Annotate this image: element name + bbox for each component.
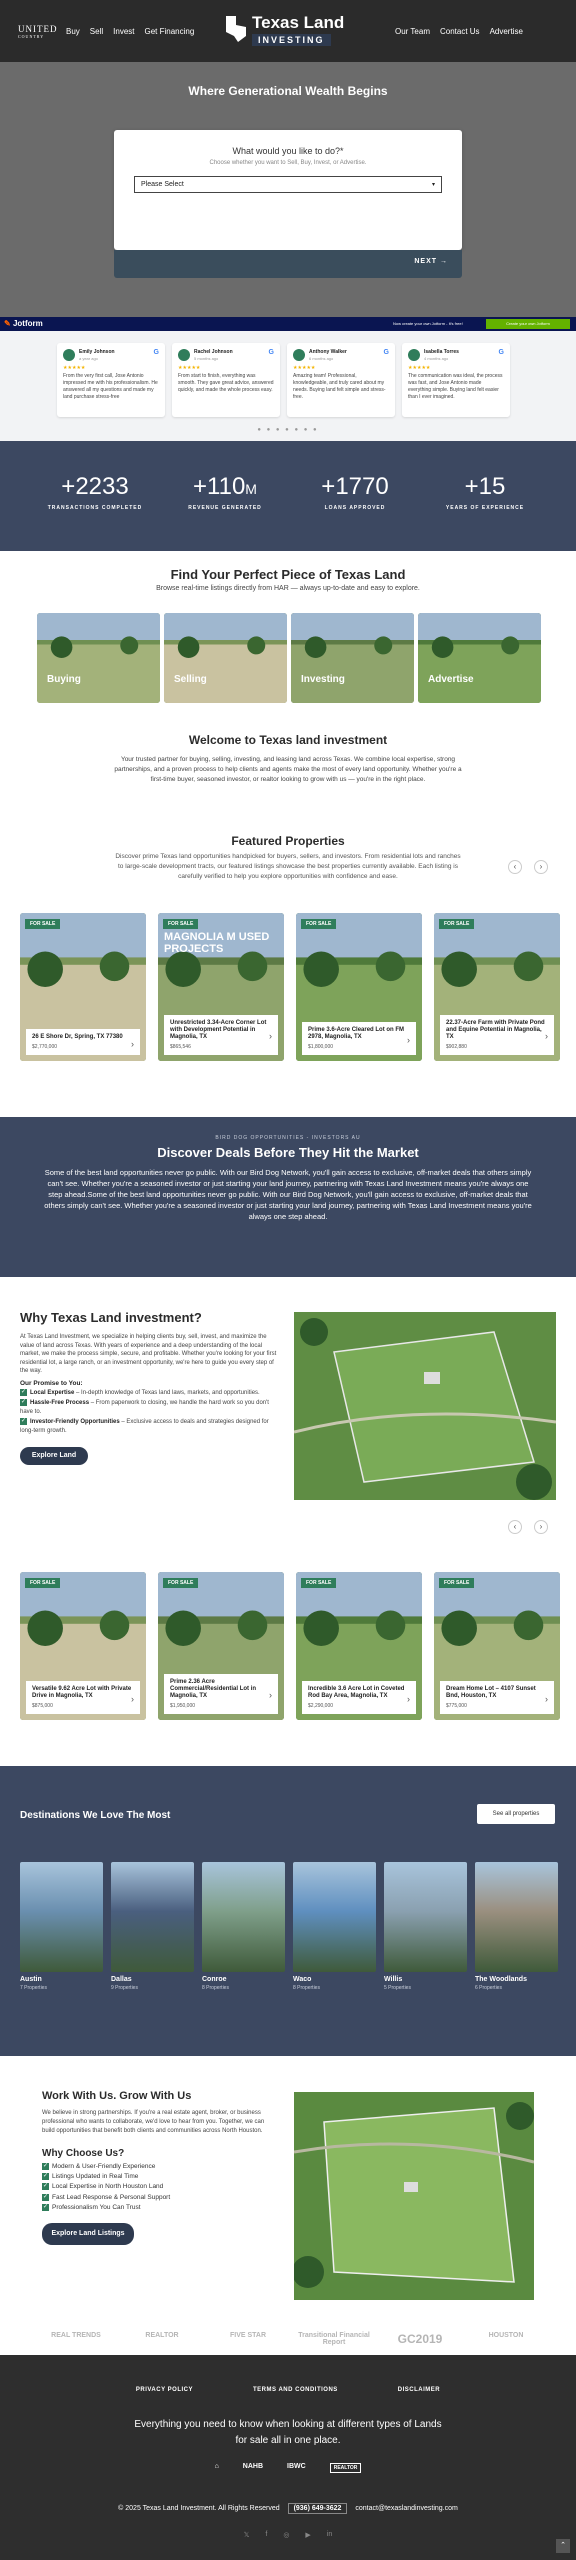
review-text: Amazing team! Professional, knowledgeable, and truly cared about my needs. Buying land felt simple and stress-free. bbox=[293, 373, 386, 400]
chevron-right-icon[interactable]: › bbox=[534, 1520, 548, 1534]
back-to-top-button[interactable]: ⌃ bbox=[556, 2539, 570, 2553]
star-rating-icon: ★★★★★ bbox=[63, 365, 86, 371]
property-price: $875,000 bbox=[32, 1703, 53, 1709]
star-rating-icon: ★★★★★ bbox=[178, 365, 201, 371]
why-title: Why Texas Land investment? bbox=[20, 1310, 202, 1325]
property-info bbox=[164, 1674, 278, 1714]
promise-item bbox=[20, 1418, 280, 1435]
why-choose-item bbox=[42, 2173, 272, 2180]
form-footer bbox=[114, 250, 462, 278]
for-sale-badge: FOR SALE bbox=[25, 1578, 60, 1588]
see-all-properties-button[interactable]: See all properties bbox=[477, 1804, 555, 1824]
why-choose-item bbox=[42, 2163, 272, 2170]
destination-count: 8 Properties bbox=[293, 1985, 320, 1991]
bird-dog-body: Some of the best land opportunities never go public. With our Bird Dog Network, you'll gain access to exclusive, off-market deals that others simply can't see. Whether you're a seasoned investor or just starting your land journey, partnering with Texas Land Investment means you're always one step ahead.Some of the best land opportunities never go public. With our Bird Dog Network, you'll gain access to exclusive, off-market deals that others simply can't see. Whether you're a seasoned investor or just starting your land journey, partnering with Texas Land Investment means you're always one step ahead. bbox=[44, 1168, 532, 1221]
promise-item bbox=[20, 1389, 280, 1398]
logo-subtitle: INVESTING bbox=[252, 34, 331, 46]
nav-sell[interactable]: Sell bbox=[89, 27, 104, 36]
nahb-logo: NAHB bbox=[242, 2463, 264, 2470]
why-choose-text: Modern & User-Friendly Experience bbox=[52, 2163, 156, 2171]
stat-number bbox=[160, 473, 290, 501]
ibwc-logo: IBWC bbox=[287, 2463, 306, 2470]
destination-name: Waco bbox=[293, 1976, 312, 1983]
destination-name: Austin bbox=[20, 1976, 42, 1983]
check-icon: ✓ bbox=[42, 2173, 49, 2180]
aerial-land-image bbox=[294, 2092, 534, 2300]
google-icon: G bbox=[153, 349, 159, 356]
reviewer-name: Isabella Torres bbox=[424, 349, 459, 355]
destination-count: 7 Properties bbox=[20, 1985, 47, 1991]
stat-label: LOANS APPROVED bbox=[324, 505, 386, 511]
bird-dog-title: Discover Deals Before They Hit the Market bbox=[157, 1145, 419, 1160]
form-question: What would you like to do?* bbox=[232, 146, 344, 156]
stat-block bbox=[290, 473, 420, 511]
check-icon: ✓ bbox=[20, 1418, 27, 1425]
property-title: Unrestricted 3.34-Acre Corner Lot with Development Potential in Magnolia, TX bbox=[170, 1020, 267, 1040]
avatar bbox=[293, 349, 305, 361]
city-photo bbox=[111, 1862, 194, 1972]
review-time: 6 months ago bbox=[309, 356, 334, 361]
work-title: Work With Us. Grow With Us bbox=[42, 2090, 192, 2102]
check-icon: ✓ bbox=[42, 2163, 49, 2169]
hero-section bbox=[0, 62, 576, 317]
why-choose-item bbox=[42, 2183, 272, 2190]
city-photo bbox=[293, 1862, 376, 1972]
terms-link[interactable]: TERMS AND CONDITIONS bbox=[253, 2387, 338, 2393]
reviewer-name: Emily Johnson bbox=[79, 349, 115, 355]
stat-label: YEARS OF EXPERIENCE bbox=[445, 505, 525, 511]
property-card[interactable] bbox=[158, 1572, 284, 1720]
review-time: 5 months ago bbox=[194, 356, 219, 361]
stat-value: +1770 bbox=[321, 473, 389, 500]
review-time: a year ago bbox=[79, 356, 98, 361]
promise-text: – From paperwork to closing, we handle the hard work so you don't have to. bbox=[20, 1400, 269, 1415]
texas-map-icon bbox=[222, 14, 248, 44]
privacy-policy-link[interactable]: PRIVACY POLICY bbox=[135, 2387, 193, 2393]
promise-label: Investor-Friendly Opportunities bbox=[30, 1419, 120, 1426]
destination-card[interactable] bbox=[111, 1862, 194, 1991]
check-icon: ✓ bbox=[20, 1388, 27, 1395]
destinations-title: Destinations We Love The Most bbox=[20, 1810, 171, 1821]
promise-label: Local Expertise bbox=[30, 1389, 75, 1396]
for-sale-badge: FOR SALE bbox=[439, 919, 474, 929]
jotform-cta-text: Now create your own Jotform - It's free! bbox=[393, 321, 463, 326]
stats-section bbox=[0, 441, 576, 551]
why-choose-item bbox=[42, 2204, 272, 2211]
stat-block bbox=[30, 473, 160, 511]
property-info bbox=[440, 1681, 554, 1714]
why-choose-title: Why Choose Us? bbox=[42, 2148, 125, 2159]
for-sale-badge: FOR SALE bbox=[439, 1578, 474, 1588]
nav-left bbox=[66, 27, 194, 36]
property-info bbox=[164, 1015, 278, 1055]
property-title: 22.37-Acre Farm with Private Pond and Equine Potential in Magnolia, TX bbox=[446, 1020, 545, 1040]
review-time: 4 months ago bbox=[424, 356, 449, 361]
welcome-title: Welcome to Texas land investment bbox=[188, 733, 388, 747]
land-photo bbox=[418, 613, 541, 703]
promise-label: Hassle-Free Process bbox=[30, 1400, 90, 1407]
jotform-cta-button[interactable]: Create your own Jotform bbox=[486, 319, 570, 329]
property-price: $775,000 bbox=[446, 1703, 467, 1709]
chevron-right-icon[interactable]: › bbox=[407, 1694, 410, 1705]
check-icon: ✓ bbox=[42, 2183, 49, 2190]
united-country-logo[interactable]: UNITED COUNTRY bbox=[18, 24, 58, 39]
city-photo bbox=[475, 1862, 558, 1972]
land-tile-label: Advertise bbox=[428, 674, 474, 685]
why-choose-text: Local Expertise in North Houston Land bbox=[52, 2183, 164, 2191]
site-header bbox=[0, 0, 576, 62]
for-sale-badge: FOR SALE bbox=[163, 919, 198, 929]
phone-link[interactable]: (936) 649-3622 bbox=[288, 2503, 348, 2514]
stat-number bbox=[30, 473, 160, 501]
chevron-right-icon[interactable]: › bbox=[545, 1694, 548, 1705]
why-choose-item bbox=[42, 2194, 272, 2201]
stat-value: +2233 bbox=[61, 473, 129, 500]
why-choose-text: Fast Lead Response & Personal Support bbox=[52, 2193, 171, 2201]
destination-card[interactable] bbox=[384, 1862, 467, 1991]
check-icon: ✓ bbox=[42, 2203, 49, 2210]
jotform-icon: ✎ bbox=[4, 319, 11, 328]
destination-count: 8 Properties bbox=[202, 1985, 229, 1991]
welcome-section bbox=[110, 733, 466, 785]
hero-form-card bbox=[114, 130, 462, 250]
property-title: Incredible 3.6 Acre Lot in Coveted Rod Bay Area, Magnolia, TX bbox=[308, 1686, 405, 1699]
linkedin-icon[interactable]: in bbox=[326, 2531, 333, 2538]
chevron-right-icon[interactable]: › bbox=[407, 1035, 410, 1046]
partner-logo: REALTOR bbox=[145, 2332, 179, 2339]
review-card bbox=[402, 343, 510, 417]
nav-right bbox=[395, 27, 523, 36]
property-card[interactable] bbox=[296, 913, 422, 1061]
review-card bbox=[287, 343, 395, 417]
land-tile-buying[interactable] bbox=[37, 613, 160, 703]
jotform-bar bbox=[0, 317, 576, 331]
hero-title: Where Generational Wealth Begins bbox=[188, 84, 388, 98]
aerial-land-photo bbox=[294, 1312, 556, 1500]
jotform-logo[interactable]: ✎ Jotform bbox=[4, 319, 43, 328]
stat-value: +110 bbox=[193, 473, 246, 500]
google-icon: G bbox=[268, 349, 274, 356]
featured-body: Discover prime Texas land opportunities handpicked for buyers, sellers, and investors. From residential lots and ranches to large-scale development tracts, our featured listings showcase the best properties currently available. Each listing is carefully verified to help you explore opportunities with confidence and ease. bbox=[115, 853, 461, 880]
bird-dog-kicker: BIRD DOG OPPORTUNITIES - INVESTORS AU bbox=[215, 1135, 361, 1141]
stat-block bbox=[420, 473, 550, 511]
reviews-section bbox=[0, 331, 576, 441]
work-section bbox=[42, 2090, 272, 2245]
email-link[interactable]: contact@texaslandinvesting.com bbox=[355, 2505, 458, 2512]
city-photo bbox=[202, 1862, 285, 1972]
disclaimer-link[interactable]: DISCLAIMER bbox=[397, 2387, 441, 2393]
property-price: $1,800,000 bbox=[308, 1044, 334, 1050]
for-sale-badge: FOR SALE bbox=[301, 1578, 336, 1588]
land-tile-label: Selling bbox=[174, 674, 207, 685]
stat-block bbox=[160, 473, 290, 511]
check-icon: ✓ bbox=[20, 1399, 27, 1406]
promise-item bbox=[20, 1399, 280, 1416]
action-select[interactable]: Please Select ▾ bbox=[134, 176, 442, 193]
property-title: Prime 3.6-Acre Cleared Lot on FM 2978, Magnolia, TX bbox=[308, 1027, 405, 1040]
land-tile-label: Investing bbox=[301, 674, 345, 685]
chevron-right-icon[interactable]: › bbox=[534, 860, 548, 874]
why-choose-text: Listings Updated in Real Time bbox=[52, 2173, 139, 2181]
review-text: From start to finish, everything was smooth. They gave great advice, answered quickly, and made the whole process easy. bbox=[178, 373, 274, 393]
destination-card[interactable] bbox=[202, 1862, 285, 1991]
destination-card[interactable] bbox=[20, 1862, 103, 1991]
logo-title: Texas Land bbox=[252, 13, 345, 32]
stat-label: TRANSACTIONS COMPLETED bbox=[47, 505, 143, 511]
site-footer bbox=[0, 2355, 576, 2560]
promise-text: – In-depth knowledge of Texas land laws, markets, and opportunities. bbox=[74, 1389, 260, 1396]
review-card bbox=[172, 343, 280, 417]
nav-our-team[interactable]: Our Team bbox=[395, 27, 430, 36]
land-tile-label: Buying bbox=[47, 674, 81, 685]
destination-card[interactable] bbox=[293, 1862, 376, 1991]
youtube-icon[interactable]: ▶ bbox=[305, 2532, 311, 2539]
stat-label: REVENUE GENERATED bbox=[188, 505, 262, 511]
reviewer-name: Rachel Johnson bbox=[194, 349, 233, 355]
property-price: $2,290,000 bbox=[308, 1703, 334, 1709]
footer-tagline: Everything you need to know when looking at different types of Lands for sale all in one place. bbox=[134, 2419, 442, 2446]
nav-invest[interactable]: Invest bbox=[113, 27, 135, 36]
property-title: Dream Home Lot – 4107 Sunset Bnd, Houston, TX bbox=[446, 1686, 536, 1699]
property-info bbox=[302, 1681, 416, 1714]
facebook-icon[interactable]: f bbox=[265, 2531, 268, 2538]
google-icon: G bbox=[383, 349, 389, 356]
welcome-body: Your trusted partner for buying, selling, investing, and leasing land across Texas. We combine local expertise, strong partnerships, and a proven process to help clients and agents make the most of every land opportunity. Whether you're a first-time buyer, seasoned investor, or realtor looking to grow with us — you're in the right place. bbox=[114, 756, 462, 783]
partners-row bbox=[0, 2318, 576, 2358]
x-twitter-icon[interactable]: 𝕏 bbox=[243, 2532, 250, 2539]
property-card[interactable] bbox=[434, 1572, 560, 1720]
arrow-right-icon: → bbox=[440, 258, 448, 265]
texas-land-logo[interactable] bbox=[222, 10, 362, 50]
work-land-photo bbox=[294, 2092, 534, 2300]
chevron-right-icon[interactable]: › bbox=[545, 1031, 548, 1041]
promise-heading: Our Promise to You: bbox=[20, 1379, 83, 1387]
carousel-dots[interactable]: ● ● ● ● ● ● ● bbox=[257, 427, 319, 433]
copyright: © 2025 Texas Land Investment. All Rights Reserved bbox=[118, 2505, 280, 2512]
property-info bbox=[440, 1015, 554, 1055]
nav-buy[interactable]: Buy bbox=[66, 27, 80, 36]
chevron-right-icon[interactable]: › bbox=[131, 1039, 134, 1050]
property-info bbox=[302, 1022, 416, 1055]
land-photo bbox=[291, 613, 414, 703]
explore-listings-button[interactable]: Explore Land Listings bbox=[20, 1447, 88, 1465]
chevron-down-icon: ▾ bbox=[431, 182, 435, 188]
city-photo bbox=[20, 1862, 103, 1972]
partner-logo: GC2019 bbox=[397, 2332, 443, 2346]
work-body: We believe in strong partnerships. If you're a real estate agent, broker, or business professional who wants to collaborate, we'd love to hear from you. Together, we can build opportunities that benefit both clients and communities across North Houston. bbox=[42, 2110, 265, 2134]
property-card[interactable] bbox=[434, 913, 560, 1061]
property-card[interactable] bbox=[20, 1572, 146, 1720]
find-title: Find Your Perfect Piece of Texas Land bbox=[170, 567, 406, 582]
reviewer-name: Anthony Walker bbox=[309, 349, 347, 355]
instagram-icon[interactable]: ◎ bbox=[283, 2532, 290, 2539]
destination-name: Dallas bbox=[111, 1976, 132, 1983]
more-properties bbox=[0, 1572, 576, 1727]
land-tile-investing[interactable] bbox=[291, 613, 414, 703]
avatar bbox=[63, 349, 75, 361]
promise-text: – Exclusive access to deals and strategies designed for long-term growth. bbox=[20, 1419, 269, 1434]
chevron-left-icon[interactable]: ‹ bbox=[508, 860, 522, 874]
partner-logo: HOUSTON bbox=[488, 2332, 524, 2339]
property-info bbox=[26, 1029, 140, 1055]
destination-name: Willis bbox=[384, 1976, 403, 1983]
property-title: Versatile 9.62 Acre Lot with Private Drive in Magnolia, TX bbox=[32, 1686, 132, 1699]
chevron-left-icon[interactable]: ‹ bbox=[508, 1520, 522, 1534]
stat-number bbox=[420, 473, 550, 501]
stat-unit: M bbox=[245, 481, 257, 497]
land-tile-selling[interactable] bbox=[164, 613, 287, 703]
property-title: Prime 2.36 Acre Commercial/Residential Lot in Magnolia, TX bbox=[170, 1679, 257, 1699]
find-land-section bbox=[0, 551, 576, 716]
destination-count: 9 Properties bbox=[111, 1985, 138, 1991]
realtor-logo: REALTOR bbox=[330, 2463, 362, 2473]
form-hint: Choose whether you want to Sell, Buy, Invest, or Advertise. bbox=[209, 160, 367, 166]
featured-title: Featured Properties bbox=[231, 834, 345, 848]
featured-section bbox=[0, 830, 576, 1080]
property-price: $2,770,000 bbox=[32, 1044, 58, 1050]
destination-name: Conroe bbox=[202, 1976, 227, 1983]
land-photo bbox=[164, 613, 287, 703]
star-rating-icon: ★★★★★ bbox=[408, 365, 431, 371]
listing-overlay-text: MAGNOLIA M USED PROJECTS bbox=[164, 931, 270, 955]
find-subtitle: Browse real-time listings directly from HAR — always up-to-date and easy to explore. bbox=[156, 585, 420, 592]
star-rating-icon: ★★★★★ bbox=[293, 365, 316, 371]
for-sale-badge: FOR SALE bbox=[301, 919, 336, 929]
property-info bbox=[26, 1681, 140, 1714]
destination-card[interactable] bbox=[475, 1862, 558, 1991]
city-photo bbox=[384, 1862, 467, 1972]
property-price: $902,880 bbox=[446, 1044, 467, 1050]
property-title: 26 E Shore Dr, Spring, TX 77380 bbox=[32, 1034, 123, 1040]
property-card[interactable] bbox=[296, 1572, 422, 1720]
for-sale-badge: FOR SALE bbox=[163, 1578, 198, 1588]
nav-get-financing[interactable]: Get Financing bbox=[144, 27, 195, 36]
land-tile-advertise[interactable] bbox=[418, 613, 541, 703]
next-button[interactable]: NEXT → bbox=[414, 258, 448, 265]
stat-value: +15 bbox=[464, 473, 506, 500]
review-text: From the very first call, Jose Antonio impressed me with his professionalism. He answered all my questions and made my land purchase stress-free bbox=[63, 373, 158, 400]
check-icon: ✓ bbox=[42, 2193, 49, 2200]
partner-logo: REAL TRENDS bbox=[51, 2332, 101, 2339]
partner-logo: FIVE STAR bbox=[229, 2332, 267, 2339]
destination-count: 5 Properties bbox=[384, 1985, 411, 1991]
partner-logo: Transitional Financial Report bbox=[298, 2332, 370, 2346]
nav-contact-us[interactable]: Contact Us bbox=[439, 27, 480, 36]
avatar bbox=[178, 349, 190, 361]
google-icon: G bbox=[498, 349, 504, 356]
property-card[interactable] bbox=[158, 913, 284, 1061]
chevron-right-icon[interactable]: › bbox=[269, 1690, 272, 1700]
stat-number bbox=[290, 473, 420, 501]
why-section bbox=[20, 1310, 280, 1478]
property-card[interactable] bbox=[20, 913, 146, 1061]
nav-advertise[interactable]: Advertise bbox=[489, 27, 523, 36]
land-photo bbox=[37, 613, 160, 703]
why-choose-text: Professionalism You Can Trust bbox=[52, 2204, 141, 2212]
property-price: $1,950,000 bbox=[170, 1703, 196, 1709]
chevron-right-icon[interactable]: › bbox=[269, 1031, 272, 1041]
chevron-right-icon[interactable]: › bbox=[131, 1694, 134, 1705]
footer-contact bbox=[0, 2505, 576, 2512]
review-text: The communication was ideal, the process was fast, and Jose Antonio made everything simple. Buying land felt easier than I ever imagined. bbox=[408, 373, 503, 400]
aerial-land-image bbox=[294, 1312, 556, 1500]
avatar bbox=[408, 349, 420, 361]
for-sale-badge: FOR SALE bbox=[25, 919, 60, 929]
destination-count: 6 Properties bbox=[475, 1985, 502, 1991]
equal-housing-logo: ⌂ bbox=[214, 2463, 219, 2470]
work-explore-button[interactable]: Explore Land Listings bbox=[42, 2223, 134, 2245]
destination-name: The Woodlands bbox=[475, 1976, 527, 1983]
property-price: $865,546 bbox=[170, 1044, 191, 1050]
review-card bbox=[57, 343, 165, 417]
bird-dog-section bbox=[0, 1117, 576, 1277]
why-body: At Texas Land Investment, we specialize in helping clients buy, sell, invest, and maximize the value of land across Texas. With years of experience and a deep understanding of the local market, we make the process simple, secure, and profitable. Whether you're looking for your first residential lot, a large ranch, or an investment opportunity, we're here to guide you every step of the way. bbox=[20, 1334, 277, 1374]
